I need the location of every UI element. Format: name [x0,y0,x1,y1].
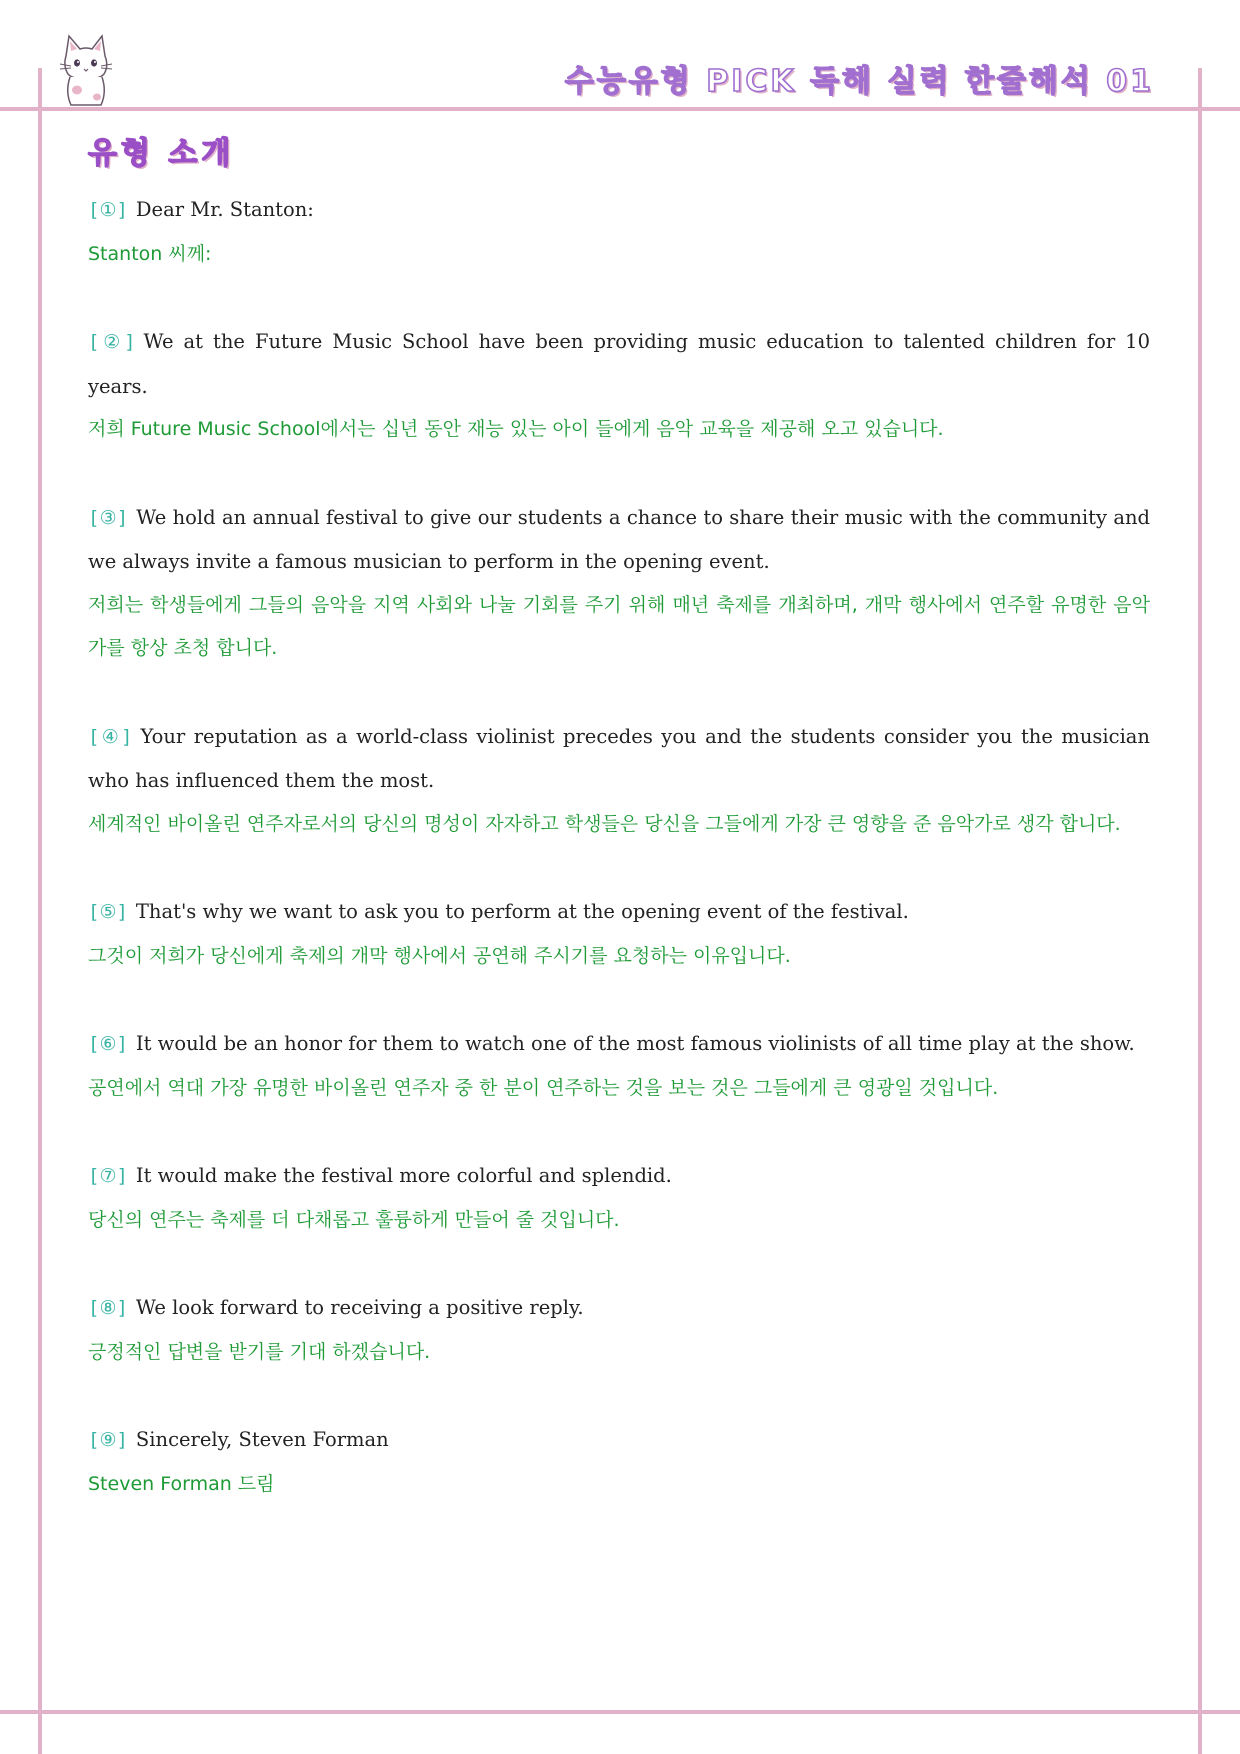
english-text: That's why we want to ask you to perform at the opening event of the festival. [135,900,909,923]
sentence-item [88,1022,1150,1110]
korean-translation: Steven Forman 드림 [88,1472,275,1495]
sentence-item [88,1286,1150,1374]
section-title: 유형 소개 [88,136,235,171]
korean-translation: 세계적인 바이올린 연주자로서의 당신의 명성이 자자하고 학생들은 당신을 그들에게 가장 큰 영향을 준 음악가로 생각 합니다. [88,812,1121,835]
english-sentence [88,890,1150,935]
english-sentence [88,1418,1150,1463]
sentence-item [88,1154,1150,1242]
english-text: It would make the festival more colorful and splendid. [135,1164,672,1187]
sentence-number: [①] [88,199,128,221]
sentence-item [88,188,1150,276]
korean-translation: 저희 Future Music School에서는 십년 동안 재능 있는 아이 들에게 음악 교육을 제공해 오고 있습니다. [88,418,944,440]
sentence-number: [⑦] [88,1165,128,1187]
english-text: We hold an annual festival to give our students a chance to share their music with the community and we always invite a famous musician to perform in the opening event. [88,505,1150,573]
sentence-item [88,320,1150,452]
header-title: 수능유형 PICK 독해 실력 한줄해석 01 [564,64,1154,99]
english-sentence [88,188,1150,233]
korean-translation: 그것이 저희가 당신에게 축제의 개막 행사에서 공연해 주시기를 요청하는 이유입니다. [88,944,791,967]
sentence-number: [⑨] [88,1429,128,1451]
sentence-number: [⑥] [88,1033,128,1055]
sentence-number: [③] [88,506,129,529]
korean-translation: 긍정적인 답변을 받기를 기대 하겠습니다. [88,1340,431,1363]
english-sentence [88,715,1150,803]
sentence-item [88,1418,1150,1506]
frame-bottom-line [0,1710,1240,1714]
frame-top-line [0,107,1240,111]
english-text: Your reputation as a world-class violinist precedes you and the students consider you the musician who has influenced them the most. [88,724,1150,792]
sentence-number: [②] [88,331,136,353]
frame-left-line [38,68,42,1754]
english-text: Dear Mr. Stanton: [135,198,314,221]
korean-translation: 저희는 학생들에게 그들의 음악을 지역 사회와 나눌 기회를 주기 위해 매년 축제를 개최하며, 개막 행사에서 연주할 유명한 음악가를 항상 초청 합니다. [88,593,1150,659]
korean-translation: Stanton 씨께: [88,242,212,265]
english-text: We look forward to receiving a positive reply. [135,1296,584,1319]
cat-icon [56,32,116,108]
sentence-number: [⑧] [88,1297,128,1319]
korean-translation: 당신의 연주는 축제를 더 다채롭고 훌륭하게 만들어 줄 것입니다. [88,1208,620,1231]
sentence-list [88,188,1150,1550]
english-sentence [88,1022,1150,1067]
english-text: Sincerely, Steven Forman [135,1428,389,1451]
english-sentence [88,1286,1150,1331]
sentence-item [88,890,1150,978]
frame-right-line [1198,68,1202,1754]
sentence-item [88,715,1150,847]
sentence-item [88,496,1150,671]
english-sentence [88,320,1150,408]
english-text: It would be an honor for them to watch one of the most famous violinists of all time play at the show. [135,1032,1135,1055]
korean-translation: 공연에서 역대 가장 유명한 바이올린 연주자 중 한 분이 연주하는 것을 보는 것은 그들에게 큰 영광일 것입니다. [88,1076,999,1099]
sentence-number: [⑤] [88,901,128,923]
english-sentence [88,1154,1150,1199]
sentence-number: [④] [88,725,133,748]
english-text: We at the Future Music School have been providing music education to talented children for 10 years. [88,330,1150,398]
english-sentence [88,496,1150,584]
